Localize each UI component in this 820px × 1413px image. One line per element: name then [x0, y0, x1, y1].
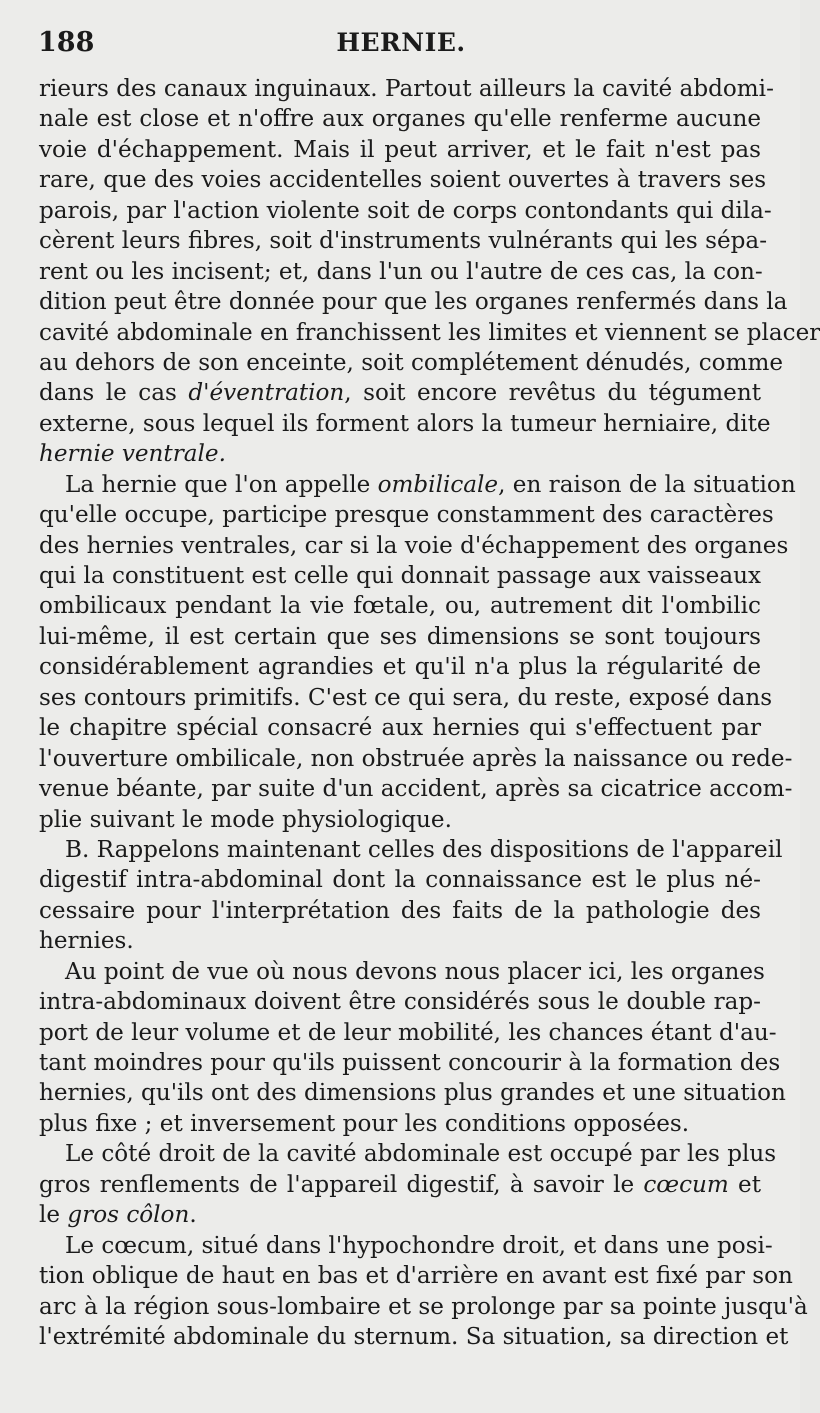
text-line: cèrent leurs fibres, soit d'instruments vulnérants qui les sépa- [39, 228, 767, 255]
text-line: rare, que des voies accidentelles soient ouvertes à travers ses [39, 167, 767, 194]
page-number: 188 [38, 27, 95, 58]
text-run: et [728, 1171, 761, 1198]
text-line: externe, sous lequel ils forment alors la tumeur herniaire, dite [39, 410, 771, 437]
page-header [38, 24, 764, 64]
text-line: ses contours primitifs. C'est ce qui sera, du reste, exposé dans [39, 684, 773, 711]
section-b-line [39, 835, 783, 865]
text-line: cessaire pour l'interprétation des faits de la pathologie des [39, 897, 761, 924]
section-marker: B. [65, 836, 90, 863]
text-line: des hernies ventrales, car si la voie d'échappement des organes [39, 532, 789, 559]
text-line: considérablement agrandies et qu'il n'a plus la régularité de [39, 654, 761, 681]
text-line: arc à la région sous-lombaire et se prolonge par sa pointe jusqu'à [39, 1293, 808, 1320]
italic-term: gros côlon [67, 1202, 190, 1229]
italic-term: d'éventration [188, 380, 345, 407]
paragraph-start-line [39, 470, 796, 500]
text-run: le [39, 1202, 68, 1229]
text-line: lui-même, il est certain que ses dimensions se sont toujours [39, 623, 761, 650]
text-line: rieurs des canaux inguinaux. Partout ailleurs la cavité abdomi- [39, 76, 774, 102]
text-run: , en raison de la situation [498, 471, 796, 498]
text-run: gros renflements de l'appareil digestif, à savoir le [39, 1171, 644, 1198]
text-line: le chapitre spécial consacré aux hernies qui s'effectuent par [39, 715, 761, 742]
text-line: au dehors de son enceinte, soit complétement dénudés, comme [39, 349, 784, 376]
text-line: l'ouverture ombilicale, non obstruée après la naissance ou rede- [39, 745, 793, 772]
italic-term-line: hernie ventrale. [39, 441, 226, 468]
text-run: , soit encore revêtus du tégument [344, 380, 761, 407]
text-line: l'extrémité abdominale du sternum. Sa situation, sa direction et [39, 1323, 789, 1350]
text-line: tant moindres pour qu'ils puissent concourir à la formation des [39, 1050, 781, 1076]
text-line: ombilicaux pendant la vie fœtale, ou, autrement dit l'ombilic [39, 593, 761, 620]
text-line: port de leur volume et de leur mobilité, les chances étant d'au- [39, 1019, 777, 1046]
text-run: Rappelons maintenant celles des dispositions de l'appareil [89, 836, 783, 863]
text-line [39, 1170, 761, 1200]
text-line: hernies, qu'ils ont des dimensions plus grandes et une situation [39, 1080, 786, 1107]
text-run: . [189, 1202, 197, 1229]
text-line: rent ou les incisent; et, dans l'un ou l'autre de ces cas, la con- [39, 258, 763, 285]
text-line: parois, par l'action violente soit de corps contondants qui dila- [39, 197, 772, 224]
italic-term: ombilicale [377, 471, 499, 498]
text-line: venue béante, par suite d'un accident, après sa cicatrice accom- [39, 776, 793, 803]
text-line: dition peut être donnée pour que les organes renfermés dans la [39, 289, 788, 316]
text-line: cavité abdominale en franchissent les limites et viennent se placer [39, 319, 820, 346]
paragraph-start-line: Le côté droit de la cavité abdominale est occupé par les plus [65, 1141, 777, 1168]
paragraph-start-line: Au point de vue où nous devons nous placer ici, les organes [65, 958, 765, 985]
paragraph-end-line: plie suivant le mode physiologique. [39, 806, 452, 833]
text-line: tion oblique de haut en bas et d'arrière en avant est fixé par son [39, 1263, 793, 1290]
italic-term: cœcum [643, 1171, 729, 1198]
text-line: digestif intra-abdominal dont la connaissance est le plus né- [39, 867, 761, 894]
body-text [39, 74, 820, 1352]
paragraph-end-line [39, 1200, 761, 1230]
text-run: dans le cas [39, 380, 189, 407]
paragraph-start-line: Le cœcum, situé dans l'hypochondre droit, et dans une posi- [65, 1232, 773, 1259]
paragraph-end-line: hernies. [39, 928, 134, 955]
text-line: qu'elle occupe, participe presque constamment des caractères [39, 502, 774, 529]
paragraph-end-line: plus fixe ; et inversement pour les conditions opposées. [39, 1110, 690, 1137]
text-line: nale est close et n'offre aux organes qu'elle renferme aucune [39, 106, 761, 133]
text-run: La hernie que l'on appelle [65, 471, 378, 498]
text-line: voie d'échappement. Mais il peut arriver, et le fait n'est pas [39, 136, 761, 163]
running-title: HERNIE. [336, 28, 466, 57]
text-line [39, 378, 761, 408]
text-line: intra-abdominaux doivent être considérés sous le double rap- [39, 989, 761, 1016]
text-line: qui la constituent est celle qui donnait passage aux vaisseaux [39, 563, 761, 589]
